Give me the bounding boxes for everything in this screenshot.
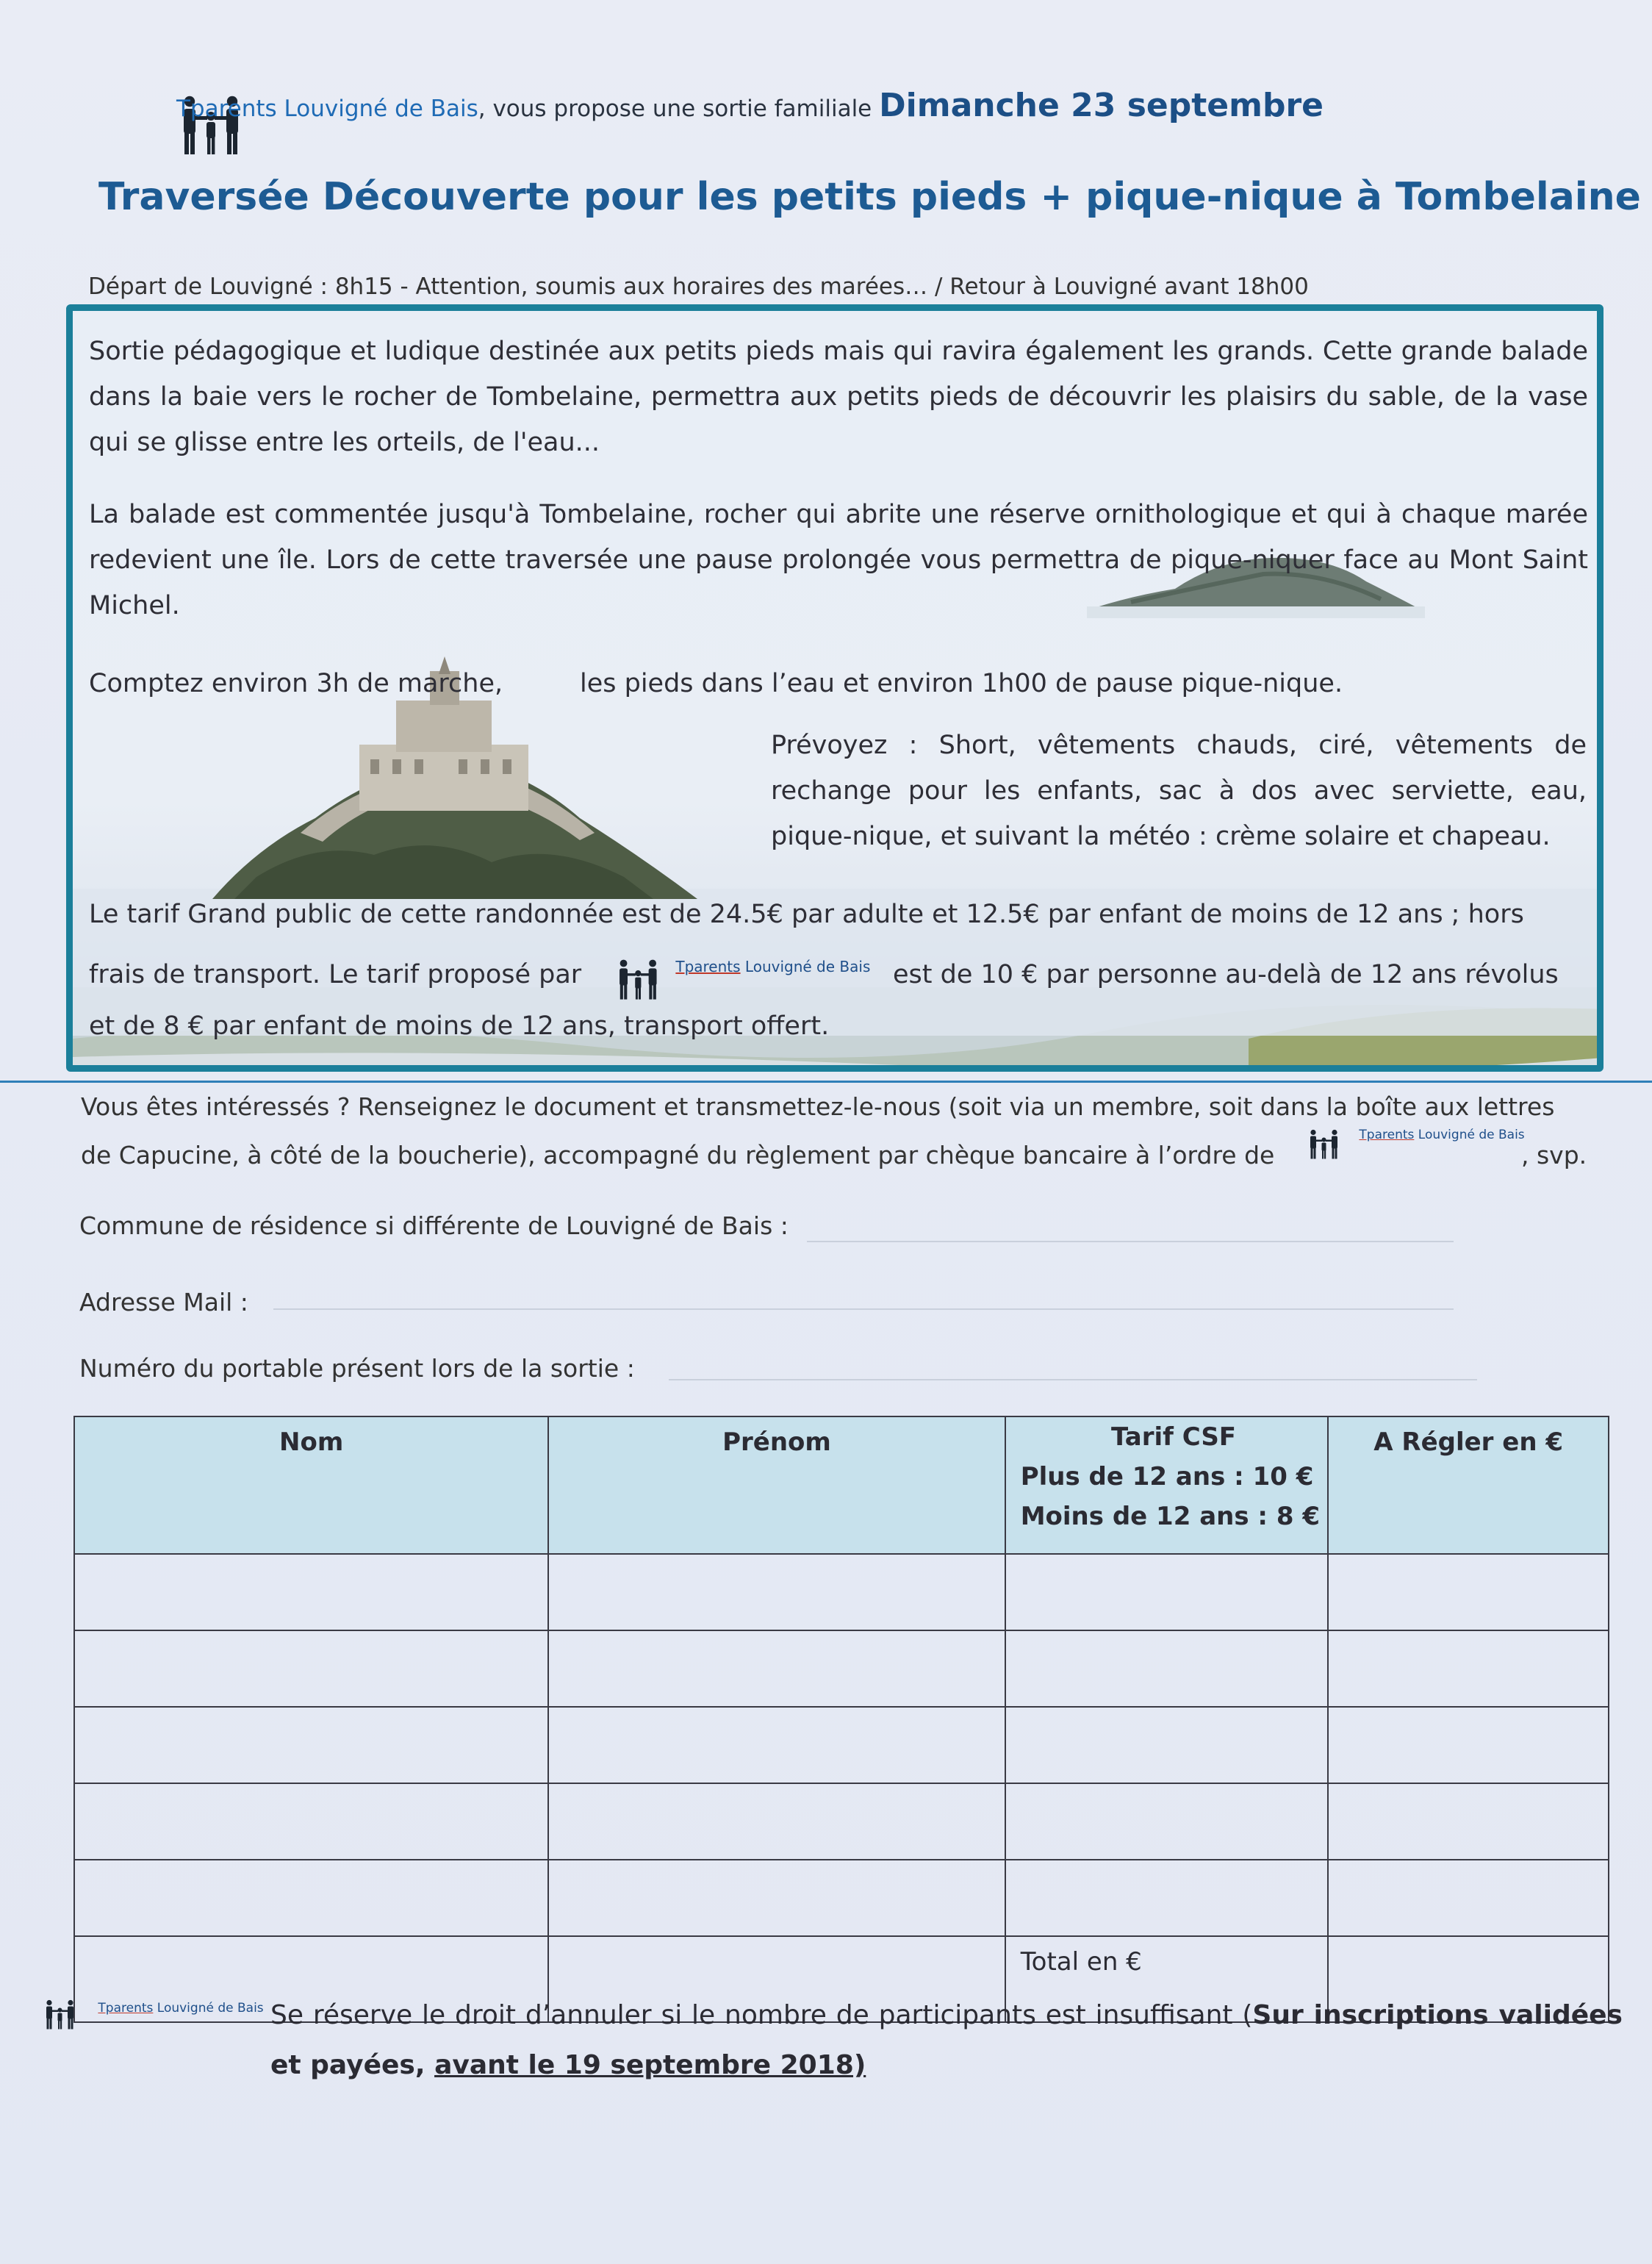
logo-text-1: Tparents <box>98 2001 154 2016</box>
cell-nom[interactable] <box>74 1554 548 1630</box>
description-walk-duration: Comptez environ 3h de marche, <box>89 669 503 698</box>
cell-prenom[interactable] <box>548 1554 1005 1630</box>
description-paragraph-1: Sortie pédagogique et ludique destinée aux petits pieds mais qui ravira également les grands. Cette grande balade dans la baie vers le rocher de Tombelaine, permettra aux petits pieds de découvrir les plaisirs du sable, de la vase qui se glisse entre les orteils, de l'eau... <box>89 337 1588 457</box>
cell-nom[interactable] <box>74 1707 548 1783</box>
tarif-over-12: Plus de 12 ans : 10 € <box>1020 1462 1314 1491</box>
col-nom: Nom <box>74 1416 548 1554</box>
cell-tarif[interactable] <box>1005 1630 1329 1707</box>
cell-nom[interactable] <box>74 1860 548 1936</box>
family-icon <box>44 1999 76 2030</box>
logo-text-2: Louvigné de Bais <box>1414 1128 1525 1142</box>
email-field-label: Adresse Mail : <box>79 1288 248 1317</box>
col-prenom: Prénom <box>548 1416 1005 1554</box>
col-regler: A Régler en € <box>1328 1416 1609 1554</box>
total-label: Total en € <box>1005 1936 1329 2022</box>
col-tarif <box>1005 1416 1329 1554</box>
form-intro-2: de Capucine, à côté de la boucherie), accompagné du règlement par chèque bancaire à l’ordre de <box>81 1141 1275 1169</box>
table-row <box>74 1630 1609 1707</box>
table-row <box>74 1860 1609 1936</box>
cell-tarif[interactable] <box>1005 1554 1329 1630</box>
header-line <box>176 87 1324 124</box>
description-equipment: Prévoyez : Short, vêtements chauds, ciré, vêtements de rechange pour les enfants, sac à dos avec serviette, eau, pique-nique, et suivant la météo : crème solaire et chapeau. <box>771 731 1587 851</box>
email-field[interactable] <box>273 1308 1454 1310</box>
family-icon <box>1308 1129 1340 1160</box>
cell-regler[interactable] <box>1328 1860 1609 1936</box>
cell-prenom[interactable] <box>548 1860 1005 1936</box>
logo-text-1: Tparents <box>1359 1128 1415 1142</box>
cell-prenom[interactable] <box>548 1783 1005 1860</box>
description-paragraph-2: La balade est commentée jusqu'à Tombelaine, rocher qui abrite une réserve ornithologique et qui à chaque marée redevient une île. Lors de cette traversée une pause prolongée vous permettra de pique-niquer face au Mont Saint Michel. <box>89 500 1588 620</box>
cell-regler[interactable] <box>1328 1630 1609 1707</box>
registration-table <box>73 1416 1609 2023</box>
commune-field-label: Commune de résidence si différente de Louvigné de Bais : <box>79 1211 789 1240</box>
divider <box>0 1081 1652 1083</box>
phone-field[interactable] <box>669 1379 1477 1380</box>
phone-field-label: Numéro du portable présent lors de la sortie : <box>79 1354 635 1383</box>
price-children: et de 8 € par enfant de moins de 12 ans, transport offert. <box>89 1011 830 1041</box>
cell-nom[interactable] <box>74 1630 548 1707</box>
inline-org-logo <box>617 958 870 1000</box>
family-icon <box>617 959 661 1000</box>
cell-tarif[interactable] <box>1005 1860 1329 1936</box>
price-proposed-intro: frais de transport. Le tarif proposé par <box>89 960 582 989</box>
description-walk-details: les pieds dans l’eau et environ 1h00 de pause pique-nique. <box>580 669 1343 698</box>
table-header-row <box>74 1416 1609 1554</box>
table-row <box>74 1783 1609 1860</box>
event-date: Dimanche 23 septembre <box>879 87 1324 124</box>
form-intro-2-end: , svp. <box>1521 1141 1587 1169</box>
price-proposed: est de 10 € par personne au-delà de 12 ans révolus <box>893 960 1559 989</box>
cancellation-notice <box>270 1991 1623 2091</box>
cell-tarif[interactable] <box>1005 1783 1329 1860</box>
inline-org-logo-2 <box>1308 1128 1525 1160</box>
logo-text-1: Tparents <box>675 958 741 975</box>
table-row <box>74 1554 1609 1630</box>
tarif-under-12: Moins de 12 ans : 8 € <box>1020 1502 1321 1531</box>
header-propose: , vous propose une sortie familiale <box>478 96 880 122</box>
logo-text-2: Louvigné de Bais <box>740 958 871 975</box>
footer-deadline: avant le 19 septembre 2018) <box>434 2050 866 2080</box>
org-name: Tparents Louvigné de Bais <box>176 96 478 122</box>
col-tarif-title: Tarif CSF <box>1110 1422 1237 1452</box>
cell-regler[interactable] <box>1328 1783 1609 1860</box>
form-intro-1: Vous êtes intéressés ? Renseignez le document et transmettez-le-nous (soit via un membre, soit dans la boîte aux lettres <box>81 1092 1555 1121</box>
cell-regler[interactable] <box>1328 1707 1609 1783</box>
cell-regler[interactable] <box>1328 1554 1609 1630</box>
table-row <box>74 1707 1609 1783</box>
footer-bold: Sur inscriptions validées et payées, <box>270 2000 1623 2080</box>
commune-field[interactable] <box>807 1241 1454 1242</box>
description-box <box>66 304 1603 1072</box>
cell-tarif[interactable] <box>1005 1707 1329 1783</box>
footer-text: Se réserve le droit d’annuler si le nombre de participants est insuffisant ( <box>270 2000 1253 2030</box>
cell-prenom[interactable] <box>548 1707 1005 1783</box>
cell-prenom[interactable] <box>548 1630 1005 1707</box>
page-title: Traversée Découverte pour les petits pieds + pique-nique à Tombelaine <box>98 175 1641 219</box>
footer-org-logo <box>44 1999 264 2030</box>
departure-info: Départ de Louvigné : 8h15 - Attention, soumis aux horaires des marées… / Retour à Louvigné avant 18h00 <box>88 273 1309 300</box>
cell-nom[interactable] <box>74 1783 548 1860</box>
logo-text-2: Louvigné de Bais <box>153 2001 264 2016</box>
price-public: Le tarif Grand public de cette randonnée est de 24.5€ par adulte et 12.5€ par enfant de moins de 12 ans ; hors <box>89 900 1524 929</box>
